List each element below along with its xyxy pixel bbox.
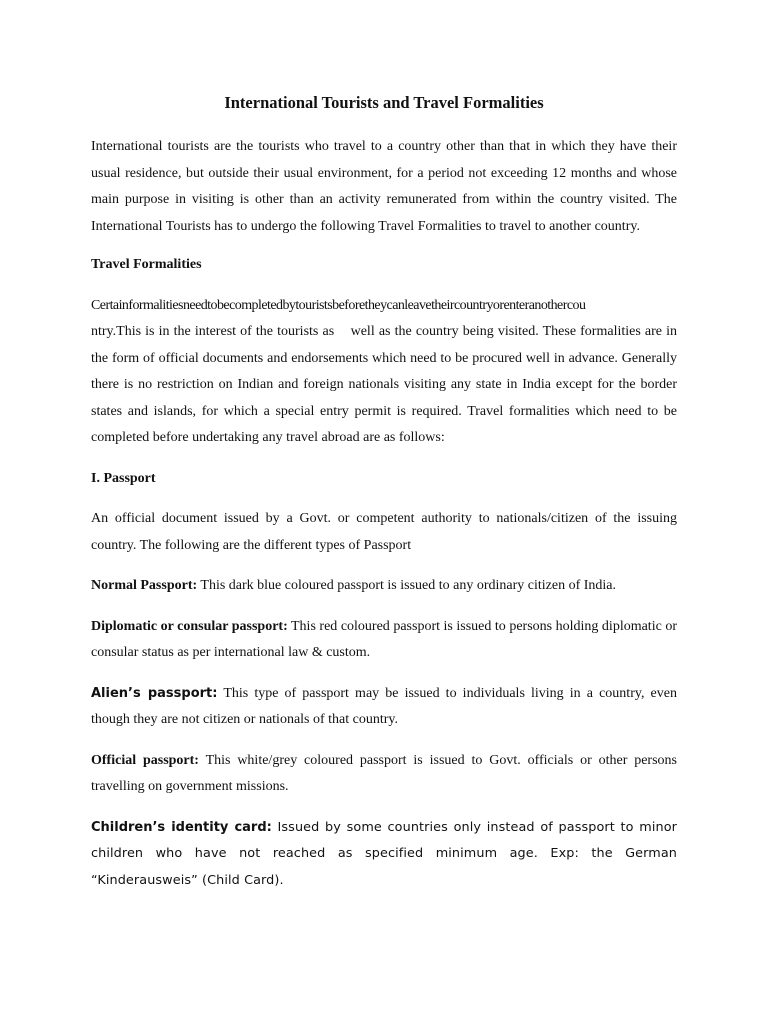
passport-type-diplomatic <box>91 614 677 667</box>
document-title: International Tourists and Travel Formalities <box>224 93 544 112</box>
passport-type-alien <box>91 681 677 734</box>
passport-type-description: This red coloured passport is issued to persons holding diplomatic or consular status as per international law & custom. <box>91 618 677 660</box>
passport-definition: An official document issued by a Govt. or competent authority to nationals/citizen of the issuing country. The following are the different types of Passport <box>91 511 677 553</box>
travel-formalities-heading: Travel Formalities <box>91 257 202 272</box>
passport-type-children <box>91 815 677 895</box>
passport-type-description: This dark blue coloured passport is issued to any ordinary citizen of India. <box>197 578 617 593</box>
passport-type-description: Issued by some countries only instead of passport to minor children who have not reached as specified minimum age. Exp: the German “Kinderausweis” (Child Card). <box>91 819 678 888</box>
travel-formalities-line-1: Certainformalitiesneedtobecompletedbytouristsbeforetheycanleavetheircountryorenteranothercou <box>91 297 586 313</box>
travel-formalities-text-a: ntry.This is in the interest of the tourists as <box>91 324 335 339</box>
passport-type-term: Diplomatic or consular passport: <box>91 618 288 634</box>
passport-type-description: This white/grey coloured passport is issued to Govt. officials or other persons travelling on government missions. <box>91 752 677 794</box>
passport-heading: I. Passport <box>91 470 156 486</box>
passport-type-term: Children’s identity card: <box>91 819 272 835</box>
passport-type-term: Alien’s passport: <box>91 685 218 701</box>
intro-paragraph: International tourists are the tourists who travel to a country other than that in which they have their usual residence, but outside their usual environment, for a period not exceeding 12 months and whose main purpose in visiting is other than an activity remunerated from within the country visited. The International Tourists has to undergo the following Travel Formalities to travel to another country. <box>91 139 677 234</box>
passport-type-official <box>91 748 677 801</box>
passport-type-description: This type of passport may be issued to individuals living in a country, even though they are not citizen or nationals of that country. <box>91 685 677 727</box>
passport-type-term: Normal Passport: <box>91 578 198 593</box>
passport-type-normal <box>91 573 677 600</box>
travel-formalities-gap <box>334 324 350 339</box>
passport-type-term: Official passport: <box>91 752 199 768</box>
travel-formalities-text-b: well as the country being visited. These formalities are in the form of official documents and endorsements which need to be procured well in advance. Generally there is no restriction on Indian and foreign nationals visiting any state in India except for the border states and islands, for which a special entry permit is required. Travel formalities which need to be completed before undertaking any travel abroad are as follows: <box>91 324 678 445</box>
travel-formalities-paragraph <box>91 293 677 452</box>
